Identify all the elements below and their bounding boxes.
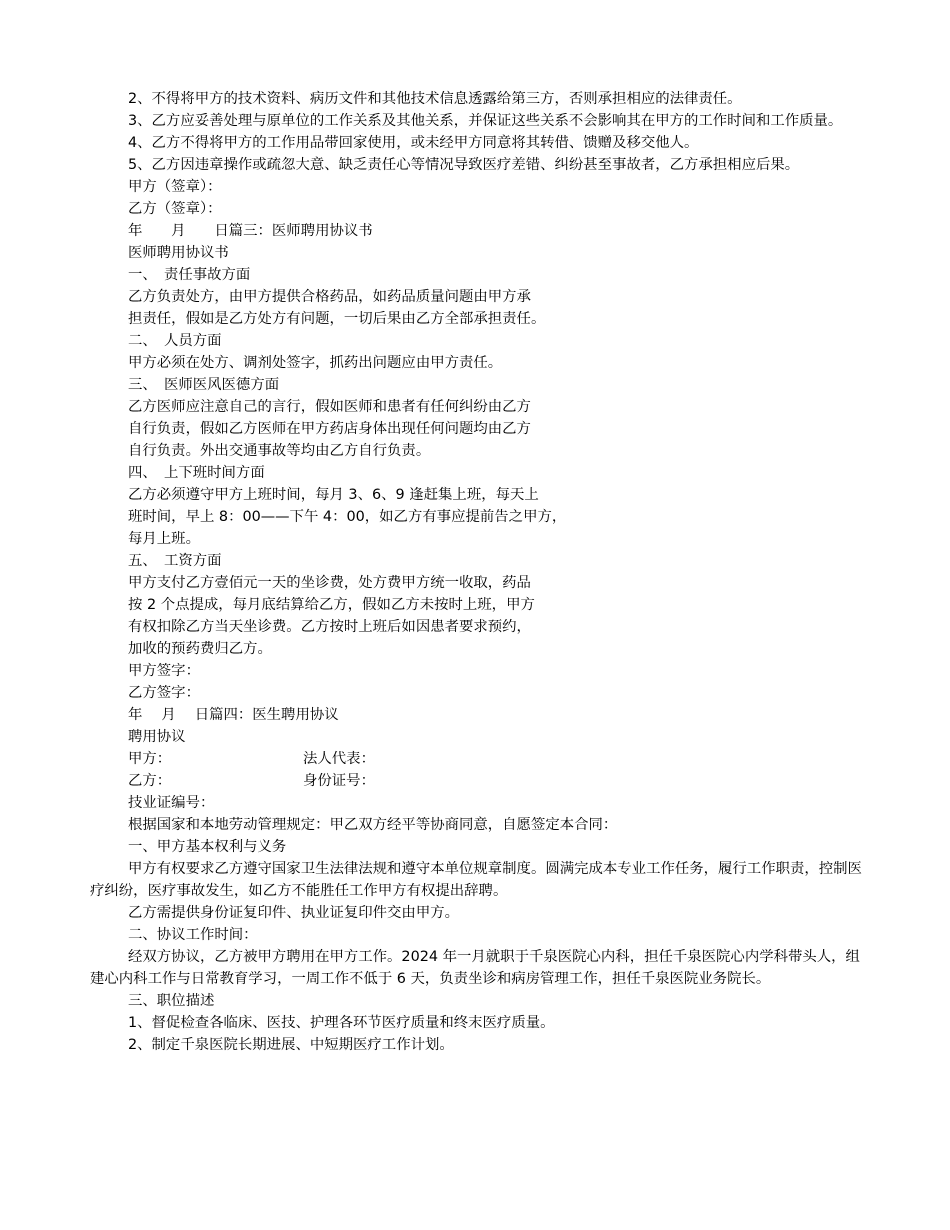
- text-line: 自行负责，假如乙方医师在甲方药店身体出现任何问题均由乙方: [128, 421, 531, 437]
- party-row-a: [90, 748, 870, 770]
- text-line: 技业证编号：: [128, 795, 215, 811]
- id-number-label: 身份证号：: [303, 773, 375, 789]
- paragraph: 3、乙方应妥善处理与原单位的工作关系及其他关系，并保证这些关系不会影响其在甲方的工作时间和工作质量。: [128, 113, 843, 129]
- party-a-label: 甲方：: [128, 751, 172, 767]
- text-line: 自行负责。外出交通事故等均由乙方自行负责。: [128, 443, 431, 459]
- section-heading: 四、 上下班时间方面: [128, 465, 265, 481]
- signature-line: 甲方（签章）：: [128, 179, 222, 195]
- section-title: 聘用协议: [128, 729, 186, 745]
- paragraph: 经双方协议，乙方被甲方聘用在甲方工作。2024 年一月就职于千泉医院心内科，担任千泉医院心内学科带头人，组建心内科工作与日常教育学习，一周工作不低于 6 天，负责坐诊和病房管理工作，担任千泉医院业务院长。: [90, 949, 860, 987]
- text-line: 2、制定千泉医院长期进展、中短期医疗工作计划。: [128, 1037, 454, 1053]
- legal-rep-label: 法人代表：: [303, 751, 375, 767]
- text-line: 每月上班。: [128, 531, 200, 547]
- text-line: 班时间，早上 8：00——下午 4：00，如乙方有事应提前告之甲方，: [128, 509, 567, 525]
- signature-line: 乙方（签章）：: [128, 201, 222, 217]
- paragraph: 2、不得将甲方的技术资料、病历文件和其他技术信息透露给第三方，否则承担相应的法律责任。: [128, 91, 742, 107]
- paragraph: 5、乙方因违章操作或疏忽大意、缺乏责任心等情况导致医疗差错、纠纷甚至事故者，乙方承担相应后果。: [128, 157, 800, 173]
- document-body: [90, 88, 870, 1056]
- text-line: 加收的预药费归乙方。: [128, 641, 272, 657]
- party-row-b: [90, 770, 870, 792]
- date-heading-line: 年 月 日篇三：医师聘用协议书: [128, 223, 373, 239]
- text-line: 乙方医师应注意自己的言行，假如医师和患者有任何纠纷由乙方: [128, 399, 531, 415]
- text-line: 甲方支付乙方壹佰元一天的坐诊费，处方费甲方统一收取，药品: [128, 575, 531, 591]
- text-line: 担责任，假如是乙方处方有问题，一切后果由乙方全部承担责任。: [128, 311, 546, 327]
- section-heading: 二、 人员方面: [128, 333, 222, 349]
- section-heading: 三、 医师医风医德方面: [128, 377, 280, 393]
- paragraph: 4、乙方不得将甲方的工作用品带回家使用，或未经甲方同意将其转借、馈赠及移交他人。: [128, 135, 699, 151]
- text-line: 根据国家和本地劳动管理规定：甲乙双方经平等协商同意，自愿签定本合同：: [128, 817, 618, 833]
- section-heading: 五、 工资方面: [128, 553, 222, 569]
- signature-line: 甲方签字：: [128, 663, 200, 679]
- signature-line: 乙方签字：: [128, 685, 200, 701]
- text-line: 按 2 个点提成，每月底结算给乙方，假如乙方未按时上班，甲方: [128, 597, 535, 613]
- section-heading: 一、甲方基本权利与义务: [128, 839, 287, 855]
- text-line: 有权扣除乙方当天坐诊费。乙方按时上班后如因患者要求预约，: [128, 619, 531, 635]
- text-line: 甲方必须在处方、调剂处签字，抓药出问题应由甲方责任。: [128, 355, 503, 371]
- section-heading: 三、职位描述: [128, 993, 215, 1009]
- section-heading: 二、协议工作时间：: [128, 927, 258, 943]
- text-line: 乙方负责处方，由甲方提供合格药品，如药品质量问题由甲方承: [128, 289, 531, 305]
- section-heading: 一、 责任事故方面: [128, 267, 251, 283]
- section-title: 医师聘用协议书: [128, 245, 229, 261]
- party-b-label: 乙方：: [128, 773, 172, 789]
- paragraph: 甲方有权要求乙方遵守国家卫生法律法规和遵守本单位规章制度。圆满完成本专业工作任务，履行工作职责，控制医疗纠纷，医疗事故发生，如乙方不能胜任工作甲方有权提出辞聘。: [90, 861, 862, 899]
- date-heading-line: 年 月 日篇四：医生聘用协议: [128, 707, 339, 723]
- text-line: 乙方必须遵守甲方上班时间，每月 3、6、9 逢赶集上班，每天上: [128, 487, 539, 503]
- text-line: 乙方需提供身份证复印件、执业证复印件交由甲方。: [128, 905, 459, 921]
- text-line: 1、督促检查各临床、医技、护理各环节医疗质量和终末医疗质量。: [128, 1015, 555, 1031]
